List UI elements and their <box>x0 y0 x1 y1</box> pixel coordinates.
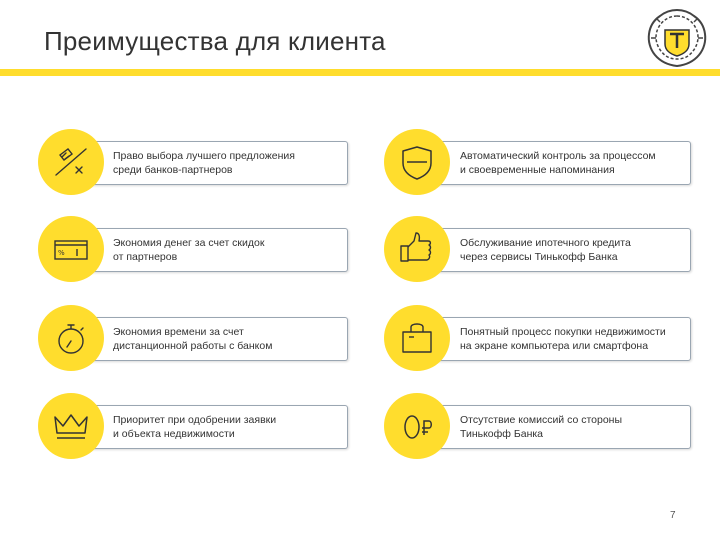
benefit-text: Право выбора лучшего предложения среди банков-партнеров <box>113 150 295 176</box>
benefit-card <box>417 317 691 361</box>
page-number: 7 <box>670 510 676 521</box>
benefit-icon-circle <box>384 305 450 371</box>
benefit-card <box>70 228 348 272</box>
benefit-icon-circle <box>384 393 450 459</box>
benefit-card <box>417 228 691 272</box>
benefit-text: Экономия денег за счет скидок от партнеров <box>113 237 265 263</box>
benefit-icon-circle <box>384 129 450 195</box>
benefit-card <box>70 405 348 449</box>
benefit-text: Отсутствие комиссий со стороны Тинькофф Банка <box>460 414 623 440</box>
benefit-card <box>70 141 348 185</box>
benefit-card <box>417 141 691 185</box>
stopwatch-icon <box>38 305 104 371</box>
accent-rule <box>0 69 720 76</box>
zero-ruble-icon <box>384 393 450 459</box>
benefit-icon-circle <box>38 305 104 371</box>
benefit-text: Понятный процесс покупки недвижимости на экране компьютера или смартфона <box>460 326 666 352</box>
shield-icon <box>384 129 450 195</box>
crown-icon <box>38 393 104 459</box>
benefit-icon-circle <box>38 216 104 282</box>
svg-text:%: % <box>58 249 65 257</box>
benefit-icon-circle <box>384 216 450 282</box>
shopping-bag-icon <box>384 305 450 371</box>
benefit-text: Автоматический контроль за процессом и своевременные напоминания <box>460 150 656 176</box>
benefit-icon-circle <box>38 129 104 195</box>
benefit-text: Приоритет при одобрении заявки и объекта недвижимости <box>113 414 277 440</box>
benefit-card <box>70 317 348 361</box>
thumbs-up-icon <box>384 216 450 282</box>
page-title: Преимущества для клиента <box>44 26 386 56</box>
benefit-card <box>417 405 691 449</box>
tinkoff-logo <box>644 8 710 68</box>
wallet-discount-icon <box>38 216 104 282</box>
benefit-icon-circle <box>38 393 104 459</box>
benefit-text: Обслуживание ипотечного кредита через сервисы Тинькофф Банка <box>460 237 631 263</box>
benefit-text: Экономия времени за счет дистанционной работы с банком <box>113 326 273 352</box>
choice-icon <box>38 129 104 195</box>
